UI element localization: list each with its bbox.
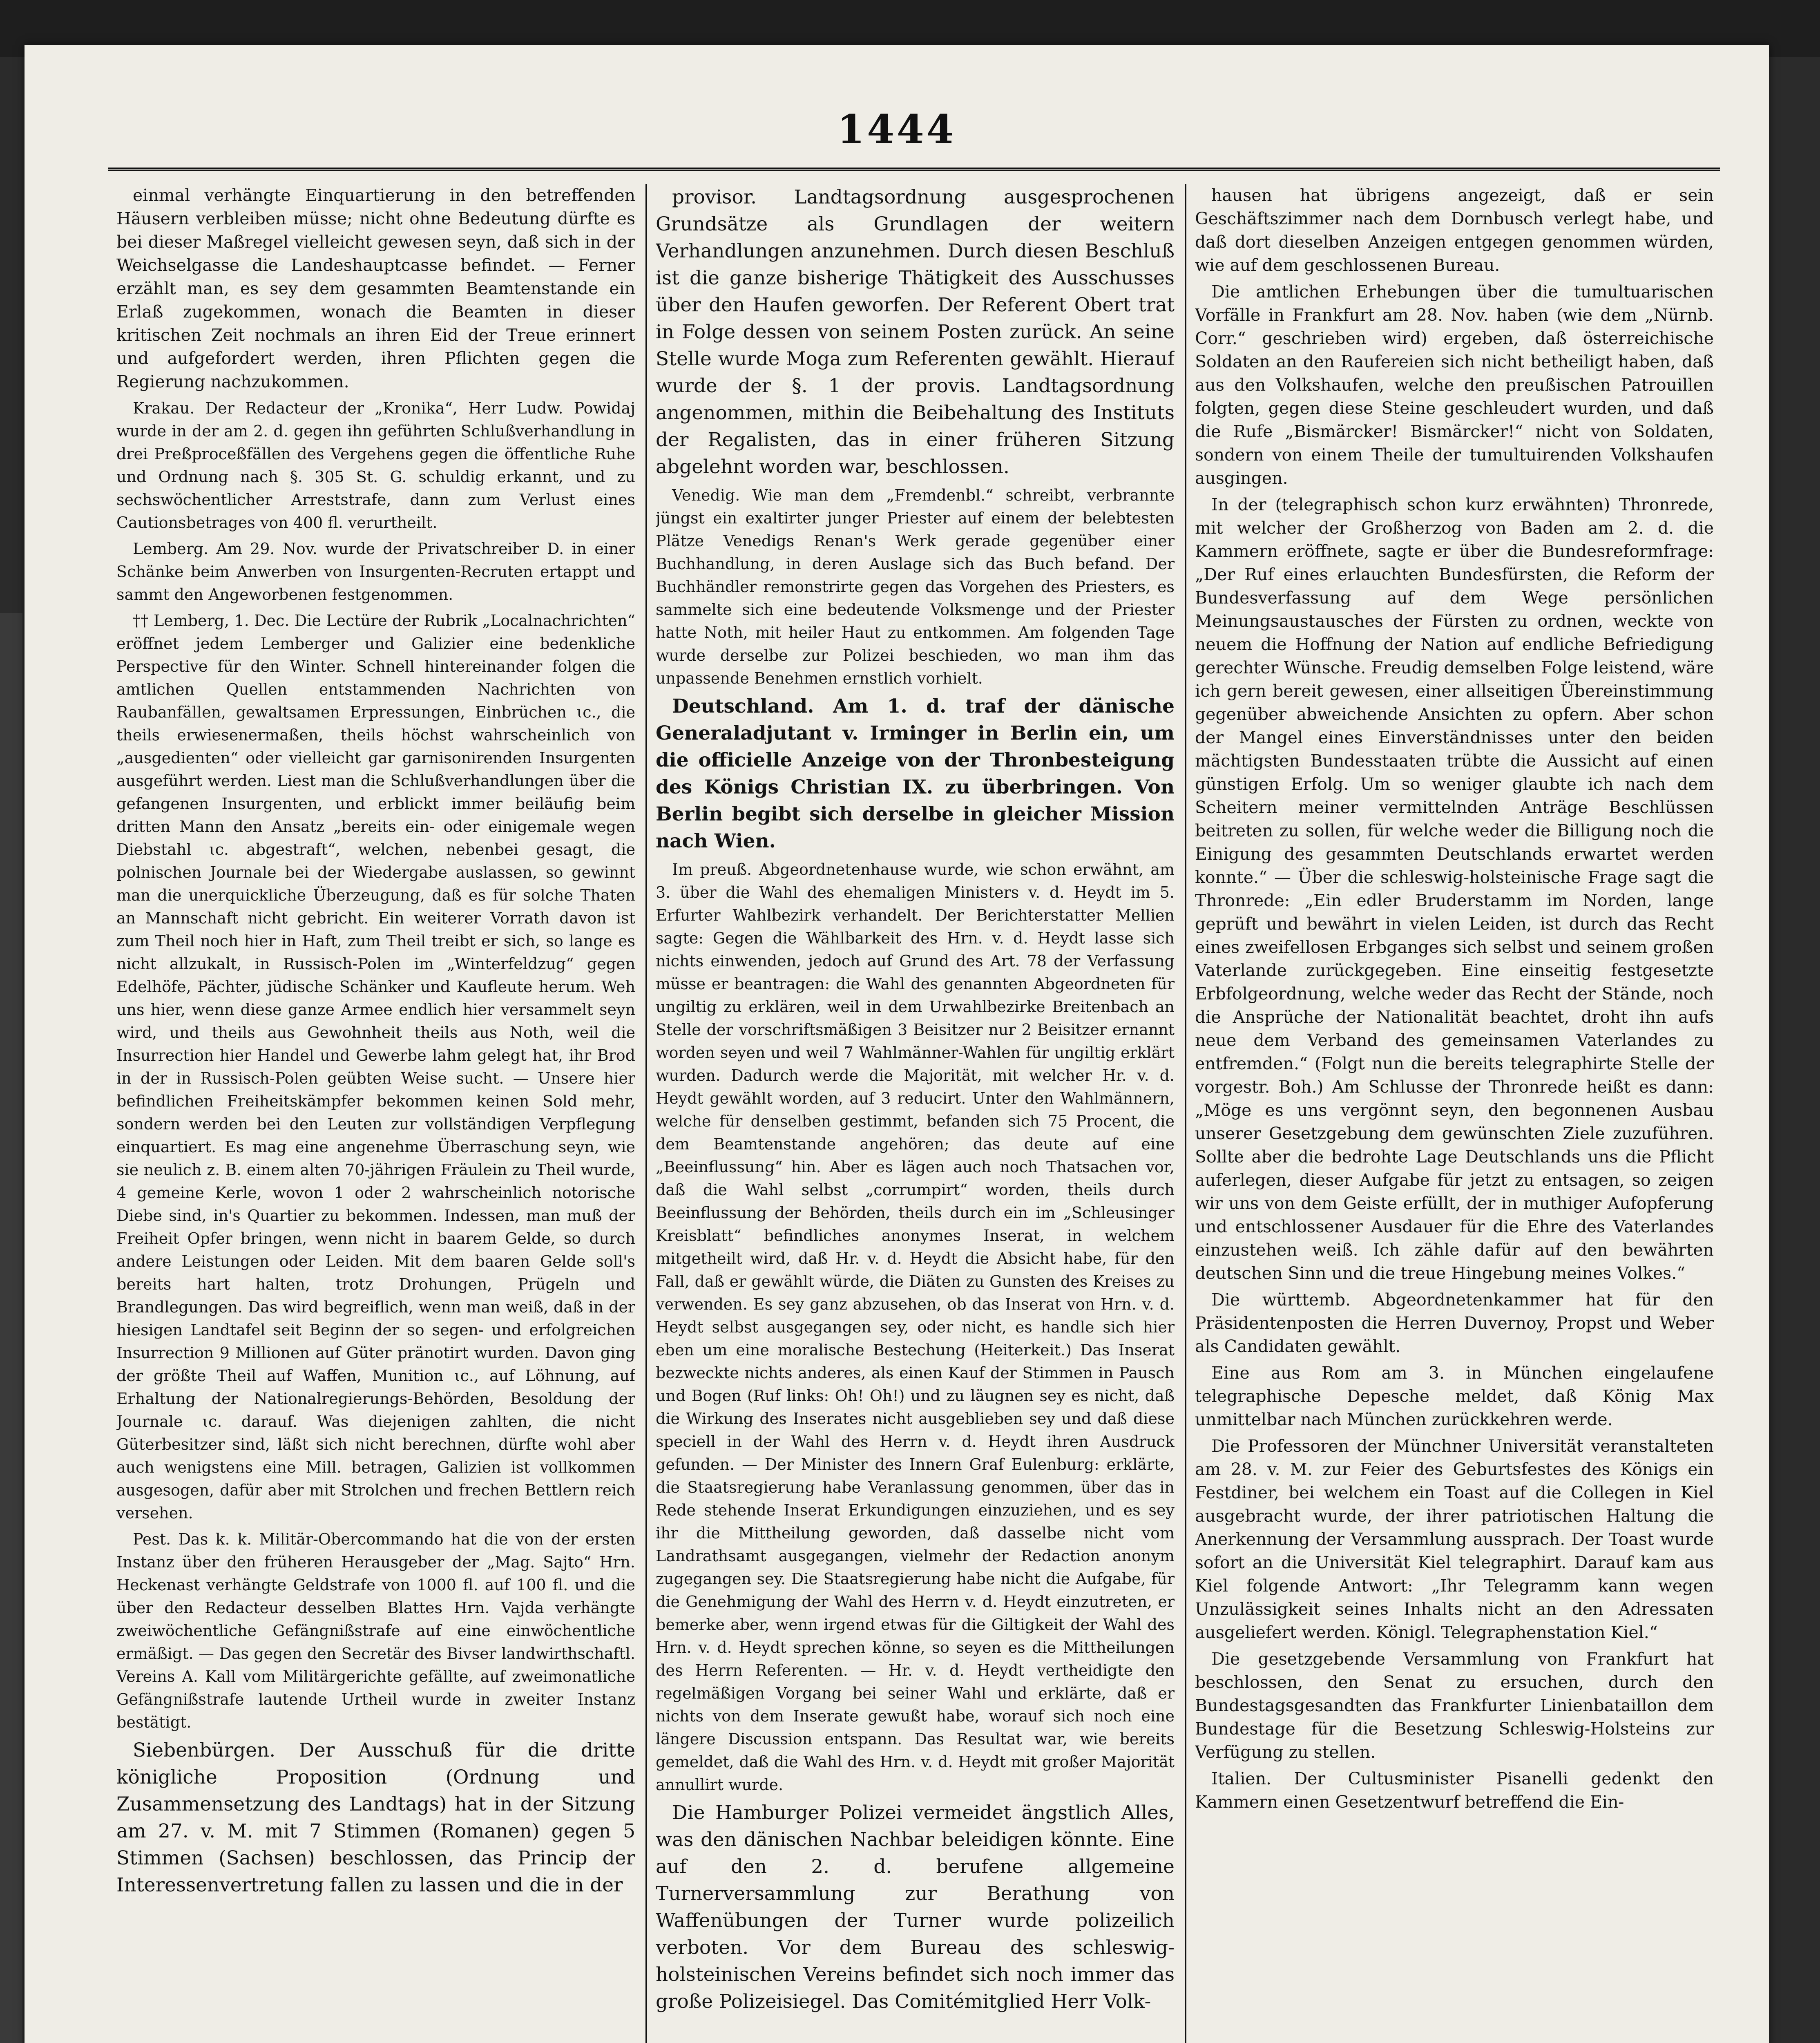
- article-paragraph: einmal verhängte Einquartierung in den betreffenden Häusern verbleiben müsse; nicht ohne Bedeutung dürfte es bei dieser Maßregel vielleicht gewesen seyn, daß sich in der Weichselgasse die Landeshauptcasse befindet. — Ferner erzählt man, es sey dem gesammten Beamtenstande ein Erlaß zugekommen, wonach die Beamten in dieser kritischen Zeit nochmals an ihren Eid der Treue erinnert und aufgefordert werden, ihren Pflichten gegen die Regierung nachzukommen.: [116, 186, 635, 391]
- article-krakau: Krakau. Der Redacteur der „Kronika“, Herr Ludw. Powidaj wurde in der am 2. d. gegen ihn geführten Schlußverhandlung in drei Preßproceßfällen des Vergehens gegen die öffentliche Ruhe und Ordnung nach §. 305 St. G. schuldig erkannt, und zu sechswöchentlicher Arreststrafe, dann zum Verlust eines Cautionsbetrages von 400 fl. verurtheilt.: [116, 399, 635, 532]
- article-wuerttemberg: Die württemb. Abgeordnetenkammer hat für den Präsidentenposten die Herren Duvernoy, Propst und Weber als Candidaten gewählt.: [1195, 1290, 1714, 1356]
- article-thronrede: In der (telegraphisch schon kurz erwähnten) Thronrede, mit welcher der Großherzog von Baden am 2. d. die Kammern eröffnete, sagte er über die Bundesreformfrage: „Der Ruf eines erlauchten Bundesfürsten, die Reform der Bundesverfassung auf dem Wege persönlichen Meinungsaustausches der Fürsten zu ordnen, weckte von neuem die Hoffnung der Nation auf endliche Befriedigung gerechter Wünsche. Freudig demselben Folge leistend, wäre ich gern bereit gewesen, einer allseitigen Übereinstimmung gegenüber abweichende Ansichten zu opfern. Aber schon der Mangel eines Einverständnisses unter den beiden mächtigsten Bundesstaaten trübte die Aussicht auf einen günstigen Erfolg. Um so weniger glaubte ich nach dem Scheitern meiner vermittelnden Anträge Beschlüssen beitreten zu sollen, für welche weder die Billigung noch die Einigung des gesammten Deutschlands erwartet werden konnte.“ — Über die schleswig-holsteinische Frage sagt die Thronrede: „Ein edler Bruderstamm im Norden, lange geprüft und bewährt in vielen Leiden, ist durch das Recht eines zweifellosen Erbganges sich selbst und seinem großen Vaterlande zurückgegeben. Eine einseitig festgesetzte Erbfolgeordnung, welche weder das Recht der Stände, noch die Ansprüche der Nationalität beachtet, droht ihn aufs neue dem Verband des gemeinsamen Vaterlandes zu entfremden.“ (Folgt nun die bereits telegraphirte Stelle der vorgestr. Boh.) Am Schlusse der Thronrede heißt es dann: „Möge es uns vergönnt seyn, den begonnenen Ausbau unserer Gesetzgebung dem gewünschten Ziele zuzuführen. Sollte aber die bedrohte Lage Deutschlands uns die Pflicht auferlegen, dieser Aufgabe für jetzt zu entsagen, so zeigen wir uns von dem Geiste erfüllt, der in muthiger Aufopferung und entschlossener Ausdauer für die Ehre des Vaterlandes einzustehen weiß. Ich zähle dafür auf den bewährten deutschen Sinn und die treue Hingebung meines Volkes.“: [1195, 495, 1714, 1283]
- article-italien: Italien. Der Cultusminister Pisanelli gedenkt den Kammern einen Gesetzentwurf betreffend die Ein-: [1195, 1769, 1714, 1812]
- article-venedig: Venedig. Wie man dem „Fremdenbl.“ schreibt, verbrannte jüngst ein exaltirter junger Priester auf einem der belebtesten Plätze Venedigs Renan's Werk gerade gegenüber einer Buchhandlung, in deren Auslage sich das Buch befand. Der Buchhändler remonstrirte gegen das Vorgehen des Priesters, es sammelte sich eine bedeutende Volksmenge und der Priester hatte Noth, mit heiler Haut zu entkommen. Am folgenden Tage wurde derselbe zur Polizei beschieden, wo man ihm das unpassende Benehmen ernstlich vorhielt.: [656, 486, 1175, 687]
- article-frankfurt: Die amtlichen Erhebungen über die tumultuarischen Vorfälle in Frankfurt am 28. Nov. haben (wie dem „Nürnb. Corr.“ geschrieben wird) ergeben, daß österreichische Soldaten an den Raufereien sich nicht betheiligt haben, daß aus den Volkshaufen, welche den preußischen Patrouillen folgten, gegen diese Steine geschleudert wurden, und daß die Rufe „Bismärcker! Bismärcker!“ nicht von Soldaten, sondern von einem Theile der tumultuirenden Volkshaufen ausgingen.: [1195, 282, 1714, 488]
- binding-edge: [0, 613, 22, 2043]
- column-left: [116, 184, 635, 2043]
- article-paragraph: hausen hat übrigens angezeigt, daß er sein Geschäftszimmer nach dem Dornbusch verlegt habe, und daß dort dieselben Anzeigen entgegen genommen würden, wie auf dem geschlossenen Bureau.: [1195, 186, 1714, 275]
- header-rule: [108, 168, 1720, 171]
- column-middle: [656, 184, 1175, 2043]
- article-deutschland: Deutschland. Am 1. d. traf der dänische Generaladjutant v. Irminger in Berlin ein, um die officielle Anzeige von der Thronbesteigung des Königs Christian IX. zu überbringen. Von Berlin begibt sich derselbe in gleicher Mission nach Wien.: [656, 695, 1175, 852]
- column-right: [1195, 184, 1714, 2043]
- page-number: 1444: [837, 106, 956, 152]
- article-hamburg: Die Hamburger Polizei vermeidet ängstlich Alles, was den dänischen Nachbar beleidigen könnte. Eine auf den 2. d. berufene allgemeine Turnerversammlung zur Berathung von Waffenübungen der Turner wurde polizeilich verboten. Vor dem Bureau des schleswig-holsteinischen Vereins befindet sich noch immer das große Polizeisiegel. Das Comitémitglied Herr Volk-: [656, 1802, 1175, 2013]
- article-siebenbuergen: Siebenbürgen. Der Ausschuß für die dritte königliche Proposition (Ordnung und Zusammensetzung des Landtags) hat in der Sitzung am 27. v. M. mit 7 Stimmen (Romanen) gegen 5 Stimmen (Sachsen) beschlossen, das Princip der Interessenvertretung fallen zu lassen und die in der: [116, 1739, 635, 1896]
- article-lemberg-dec: †† Lemberg, 1. Dec. Die Lectüre der Rubrik „Localnachrichten“ eröffnet jedem Lemberger und Galizier eine bedenkliche Perspective für den Winter. Schnell hintereinander folgen die amtlichen Quellen entstammenden Nachrichten von Raubanfällen, gewaltsamen Erpressungen, Einbrüchen ɩc., die theils erwiesenermaßen, theils höchst wahrscheinlich von „ausgedienten“ oder vielleicht gar garnisonirenden Insurgenten ausgeführt werden. Liest man die Schlußverhandlungen über die gefangenen Insurgenten, und erblickt immer beiläufig beim dritten Mann den Ansatz „bereits ein- oder einigemale wegen Diebstahl ɩc. abgestraft“, welchen, nebenbei gesagt, die polnischen Journale bei der Wiedergabe auslassen, so gewinnt man die unerquickliche Überzeugung, daß es für solche Thaten an Mannschaft nicht gebricht. Ein weiterer Vorrath davon ist zum Theil noch hier in Haft, zum Theil treibt er sich, so lange es nicht allzukalt, in Russisch-Polen im „Winterfeldzug“ gegen Edelhöfe, Pächter, jüdische Schänker und Kaufleute herum. Weh uns hier, wenn diese ganze Armee endlich hier versammelt seyn wird, und theils aus Gewohnheit theils aus Noth, weil die Insurrection hier Handel und Gewerbe lahm gelegt hat, ihr Brod in der in Russisch-Polen geübten Weise sucht. — Unsere hier befindlichen Freiheitskämpfer bekommen keinen Sold mehr, sondern werden bei den Leuten zur vollständigen Verpflegung einquartiert. Es mag eine angenehme Überraschung seyn, wie sie neulich z. B. einem alten 70-jährigen Fräulein zu Theil wurde, 4 gemeine Kerle, wovon 1 oder 2 wahrscheinlich notorische Diebe sind, in's Quartier zu bekommen. Indessen, man muß der Freiheit Opfer bringen, wenn nicht in baarem Gelde, so durch andere Leistungen oder Leiden. Mit dem baaren Gelde soll's bereits hart halten, trotz Drohungen, Prügeln und Brandlegungen. Das wird begreiflich, wenn man weiß, daß in der hiesigen Landtafel seit Beginn der so segen- und erfolgreichen Insurrection 9 Millionen auf Güter pränotirt wurden. Davon ging der größte Theil auf Waffen, Munition ɩc., auf Löhnung, auf Erhaltung der Nationalregierungs-Behörden, Besoldung der Journale ɩc. darauf. Was diejenigen zahlten, die nicht Güterbesitzer sind, läßt sich nicht berechnen, dürfte wohl aber auch wenigstens eine Mill. betragen, Galizien ist vollkommen ausgesogen, dafür aber mit Strolchen und frechen Bettlern reich versehen.: [116, 612, 635, 1522]
- article-professoren: Die Professoren der Münchner Universität veranstalteten am 28. v. M. zur Feier des Geburtsfestes des Königs ein Festdiner, bei welchem ein Toast auf die Collegen in Kiel ausgebracht wurde, der ihrer patriotischen Haltung die Anerkennung der Versammlung aussprach. Der Toast wurde sofort an die Universität Kiel telegraphirt. Darauf kam aus Kiel folgende Antwort: „Ihr Telegramm kann wegen Unzulässigkeit seines Inhalts nicht an den Adressaten ausgeliefert werden. Königl. Telegraphenstation Kiel.“: [1195, 1436, 1714, 1642]
- article-paragraph: provisor. Landtagsordnung ausgesprochenen Grundsätze als Grundlagen der weitern Verhandlungen anzunehmen. Durch diesen Beschluß ist die ganze bisherige Thätigkeit des Ausschusses über den Haufen geworfen. Der Referent Obert trat in Folge dessen von seinem Posten zurück. An seine Stelle wurde Moga zum Referenten gewählt. Hierauf wurde der §. 1 der provis. Landtagsordnung angenommen, mithin die Beibehaltung des Instituts der Regalisten, das in einer früheren Sitzung abgelehnt worden war, beschlossen.: [656, 186, 1175, 478]
- article-muenchen: Eine aus Rom am 3. in München eingelaufene telegraphische Depesche meldet, daß König Max unmittelbar nach München zurückkehren werde.: [1195, 1363, 1714, 1429]
- article-abgeordnetenhaus: Im preuß. Abgeordnetenhause wurde, wie schon erwähnt, am 3. über die Wahl des ehemaligen Ministers v. d. Heydt im 5. Erfurter Wahlbezirk verhandelt. Der Berichterstatter Mellien sagte: Gegen die Wählbarkeit des Hrn. v. d. Heydt lasse sich nichts einwenden, jedoch auf Grund des Art. 78 der Verfassung müsse er beantragen: die Wahl des genannten Abgeordneten für ungiltig zu erklären, weil in dem Urwahlbezirke Breitenbach an Stelle der vorschriftsmäßigen 3 Beisitzer nur 2 Beisitzer ernannt worden seyen und weil 7 Wahlmänner-Wahlen für ungiltig erklärt wurden. Dadurch werde die Majorität, mit welcher Hr. v. d. Heydt gewählt worden, auf 3 reducirt. Unter den Wahlmännern, welche für denselben gestimmt, befanden sich 75 Procent, die dem Beamtenstande angehören; das deute auf eine „Beeinflussung“ hin. Aber es lägen auch noch Thatsachen vor, daß die Wahl selbst „corrumpirt“ worden, theils durch Beeinflussung der Behörden, theils durch ein im „Schleusinger Kreisblatt“ befindliches anonymes Inserat, in welchem mitgetheilt wird, daß Hr. v. d. Heydt die Absicht habe, für den Fall, daß er gewählt würde, die Diäten zu Gunsten des Kreises zu verwenden. Es sey ganz abzusehen, ob das Inserat von Hrn. v. d. Heydt selbst ausgegangen sey, oder nicht, es handle sich hier eben um eine moralische Bestechung (Heiterkeit.) Das Inserat bezweckte nichts anderes, als einen Kauf der Stimmen in Pausch und Bogen (Ruf links: Oh! Oh!) und zu läugnen sey es nicht, daß die Wirkung des Inserates nicht ausgeblieben sey und daß diese speciell in der Wahl des Herrn v. d. Heydt ihren Ausdruck gefunden. — Der Minister des Innern Graf Eulenburg: erklärte, die Staatsregierung habe Veranlassung genommen, über das in Rede stehende Inserat Erkundigungen einzuziehen, und es sey ihr die Mittheilung geworden, daß dasselbe nicht vom Landrathsamt ausgegangen, vielmehr der Redaction anonym zugegangen sey. Die Staatsregierung habe nicht die Aufgabe, für die Genehmigung der Wahl des Herrn v. d. Heydt einzutreten, er bemerke aber, wenn irgend etwas für die Giltigkeit der Wahl des Hrn. v. d. Heydt sprechen könne, so seyen es die Mittheilungen des Herrn Referenten. — Hr. v. d. Heydt vertheidigte den regelmäßigen Vorgang bei seiner Wahl und erklärte, daß er nichts von dem Inserate gewußt habe, worauf sich noch eine längere Discussion entspann. Das Resultat war, wie bereits gemeldet, daß die Wahl des Hrn. v. d. Heydt mit großer Majorität annullirt wurde.: [656, 861, 1175, 1794]
- article-pest: Pest. Das k. k. Militär-Obercommando hat die von der ersten Instanz über den früheren Herausgeber der „Mag. Sajto“ Hrn. Heckenast verhängte Geldstrafe von 1000 fl. auf 100 fl. und die über den Redacteur desselben Blattes Hrn. Vajda verhängte zweiwöchentliche Gefängnißstrafe auf eine einwöchentliche ermäßigt. — Das gegen den Secretär des Bivser landwirthschaftl. Vereins A. Kall vom Militärgerichte gefällte, auf zweimonatliche Gefängnißstrafe lautende Urtheil wurde in zweiter Instanz bestätigt.: [116, 1530, 635, 1731]
- article-frankfurt-versammlung: Die gesetzgebende Versammlung von Frankfurt hat beschlossen, den Senat zu ersuchen, durch den Bundestagsgesandten das Frankfurter Linienbataillon dem Bundestage für die Besetzung Schleswig-Holsteins zur Verfügung zu stellen.: [1195, 1649, 1714, 1762]
- column-divider: [1185, 184, 1186, 2043]
- newspaper-page: [25, 45, 1769, 2043]
- article-lemberg: Lemberg. Am 29. Nov. wurde der Privatschreiber D. in einer Schänke beim Anwerben von Insurgenten-Recruten ertappt und sammt den Angeworbenen festgenommen.: [116, 540, 635, 604]
- column-divider: [645, 184, 647, 2043]
